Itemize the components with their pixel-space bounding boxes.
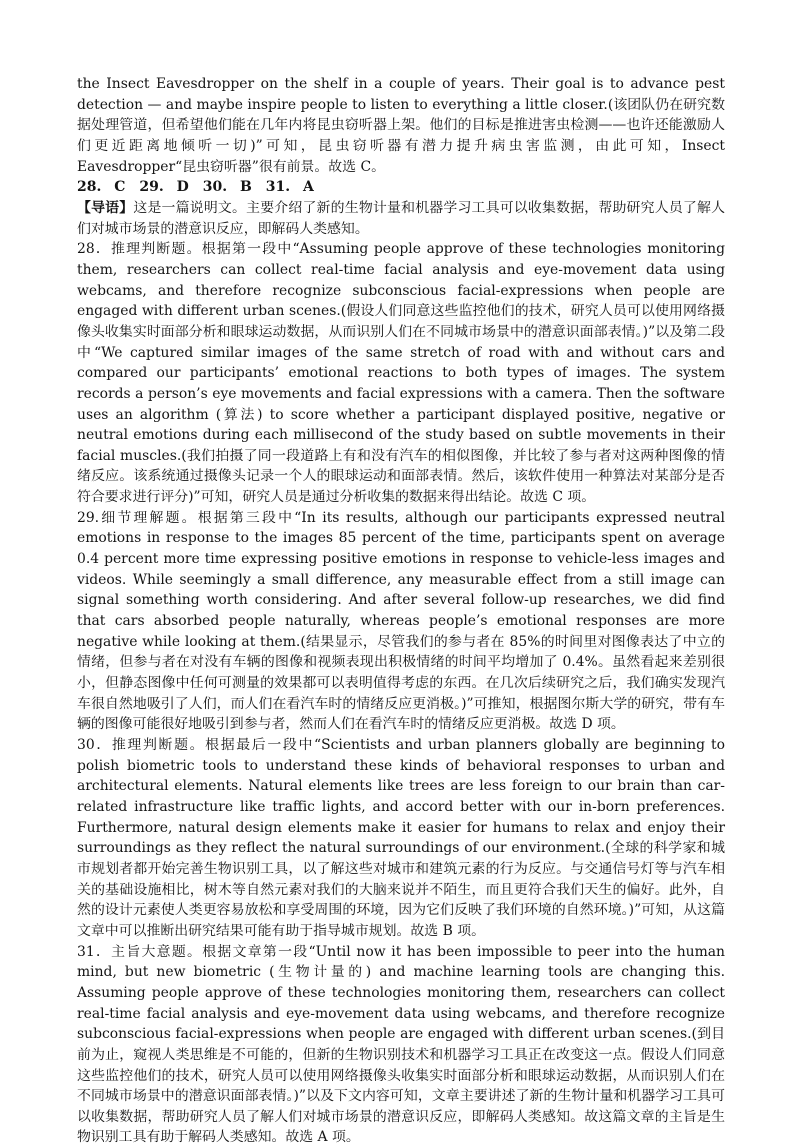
guide-label: 【导语】 bbox=[77, 199, 134, 216]
guide-text: 这是一篇说明文。主要介绍了新的生物计量和机器学习工具可以收集数据，帮助研究人员了解人们对城市场景的潜意识反应，即解码人类感知。 bbox=[77, 199, 725, 237]
answer-key: 28. C 29. D 30. B 31. A bbox=[77, 179, 314, 196]
paragraph-q28: 28．推理判断题。根据第一段中“Assuming people approve of these technologies monitoring them, researchers can collect real-time facial analysis and eye-movement data using webcams, and therefore recognize subconscious facial-expressions when people are engaged with different urban scenes.(假设人们同意这些监控他们的技术，研究人员可以使用网络摄像头收集实时面部分析和眼球运动数据，从而识别人们在不同城市场景中的潜意识面部表情。)”以及第二段中“We captured similar images of the same stretch of road with and without cars and compared our participants’ emotional reactions to both types of images. The system records a person’s eye movements and facial expressions with a camera. Then the software uses an algorithm (算法) to score whether a participant displayed positive, negative or neutral emotions during each millisecond of the study based on subtle movements in their facial muscles.(我们拍摄了同一段道路上有和没有汽车的相似图像，并比较了参与者对这两种图像的情绪反应。该系统通过摄像头记录一个人的眼球运动和面部表情。然后，该软件使用一种算法对某部分是否符合要求进行评分)”可知，研究人员是通过分析收集的数据来得出结论。故选 C 项。 bbox=[77, 241, 725, 506]
paragraph-prev-answer: the Insect Eavesdropper on the shelf in a couple of years. Their goal is to advance pest detection — and maybe inspire people to listen to everything a little closer.(该团队仍在研究数据处理管道，但希望他们能在几年内将昆虫窃听器上架。他们的目标是推进害虫检测——也许还能激励人们更近距离地倾听一切)”可知，昆虫窃听器有潜力提升病虫害监测，由此可知，Insect Eavesdropper“昆虫窃听器”很有前景。故选 C。 bbox=[77, 76, 725, 175]
paragraph-q31: 31．主旨大意题。根据文章第一段“Until now it has been impossible to peer into the human mind, but new biometric (生物计量的) and machine learning tools are changing this. Assuming people approve of these technologies monitoring them, researchers can collect real-time facial analysis and eye-movement data using webcams, and therefore recognize subconscious facial-expressions when people are engaged with different urban scenes.(到目前为止，窥视人类思维是不可能的，但新的生物识别技术和机器学习工具正在改变这一点。假设人们同意这些监控他们的技术，研究人员可以使用网络摄像头收集实时面部分析和眼球运动数据，从而识别人们在不同城市场景中的潜意识面部表情。)”以及下文内容可知，文章主要讲述了新的生物计量和机器学习工具可以收集数据，帮助研究人员了解人们对城市场景的潜意识反应，即解码人类感知。故这篇文章的主旨是生物识别工具有助于解码人类感知。故选 A 项。 bbox=[77, 943, 725, 1146]
paragraph-q29: 29.细节理解题。根据第三段中“In its results, although our participants expressed neutral emotions in response to the images 85 percent of the time, participants spent on average 0.4 percent more time expressing positive emotions in response to vehicle-less images and videos. While seemingly a small difference, any measurable effect from a still image can signal something worth considering. And after several follow-up researches, we did find that cars absorbed people naturally, whereas people’s emotional responses are more negative while looking at them.(结果显示，尽管我们的参与者在 85%的时间里对图像表达了中立的情绪，但参与者在对没有车辆的图像和视频表现出积极情绪的时间平均增加了 0.4%。虽然看起来差别很小，但静态图像中任何可测量的效果都可以表明值得考虑的东西。在几次后续研究之后，我们确实发现汽车很自然地吸引了人们，而人们在看汽车时的情绪反应更消极。)”可推知，根据图尔斯大学的研究，带有车辆的图像可能很好地吸引到参与者，然而人们在看汽车时的情绪反应更消极。故选 D 项。 bbox=[77, 509, 725, 733]
document-page bbox=[77, 74, 725, 1148]
paragraph-q30: 30．推理判断题。根据最后一段中“Scientists and urban planners globally are beginning to polish biometric tools to understand these kinds of behavioral responses to urban and architectural elements. Natural elements like trees are less foreign to our brain than car-related infrastructure like traffic lights, and accord better with our in-born preferences. Furthermore, natural design elements make it easier for humans to relax and enjoy their surroundings as they reflect the natural surroundings of our environment.(全球的科学家和城市规划者都开始完善生物识别工具，以了解这些对城市和建筑元素的行为反应。与交通信号灯等与汽车相关的基础设施相比，树木等自然元素对我们的大脑来说并不陌生，而且更符合我们天生的偏好。此外，自然的设计元素使人类更容易放松和享受周围的环境，因为它们反映了我们环境的自然环境。)”可知，从这篇文章中可以推断出研究结果可能有助于指导城市规划。故选 B 项。 bbox=[77, 737, 725, 939]
paragraph-guide bbox=[77, 198, 725, 239]
